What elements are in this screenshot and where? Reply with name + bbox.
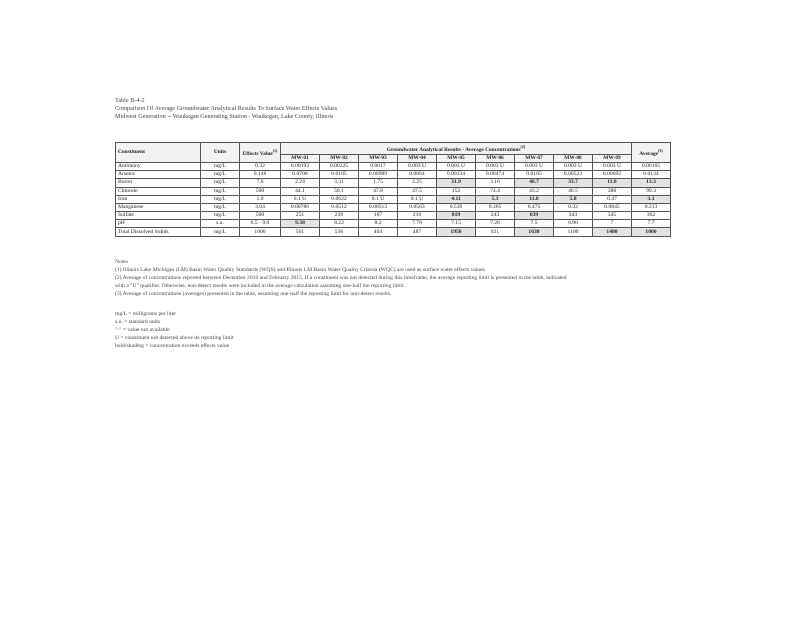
concentration-cell: 388	[593, 187, 632, 195]
concentration-cell: 46.5	[554, 187, 593, 195]
constituent-cell: pH	[116, 220, 201, 228]
constituent-cell: Antimony	[116, 162, 201, 170]
concentration-cell: 1950	[437, 228, 476, 236]
effects-value-cell: 0.32	[240, 162, 281, 170]
concentration-cell: 7.15	[437, 220, 476, 228]
concentration-cell: 343	[554, 212, 593, 220]
effects-header-label: Effects Value	[242, 150, 273, 157]
concentration-cell: 0.32	[554, 203, 593, 211]
units-header-label: Units	[213, 148, 227, 155]
concentration-cell: 0.539	[437, 203, 476, 211]
well-header-mw-08: MW-08	[554, 154, 593, 162]
group-header-label: Groundwater Analytical Results - Average Concentrations	[386, 146, 521, 153]
well-header-mw-05: MW-05	[437, 154, 476, 162]
concentration-cell: 3.16	[476, 179, 515, 187]
concentration-cell: 819	[437, 212, 476, 220]
units-cell: mg/L	[201, 179, 240, 187]
constituent-cell: Chloride	[116, 187, 201, 195]
concentration-cell: 0.00989	[359, 171, 398, 179]
constituent-cell: Total Dissolved Solids	[116, 228, 201, 236]
concentration-cell: 216	[398, 212, 437, 220]
well-header-mw-03: MW-03	[359, 154, 398, 162]
concentration-cell: 152	[437, 187, 476, 195]
concentration-cell: 639	[515, 212, 554, 220]
well-header-mw-01: MW-01	[281, 154, 320, 162]
table-row	[116, 220, 671, 228]
average-cell: 7.7	[632, 220, 671, 228]
abbreviations-legend	[115, 311, 233, 351]
units-cell: mg/L	[201, 203, 240, 211]
average-cell: 3.1	[632, 195, 671, 203]
average-cell: 0.213	[632, 203, 671, 211]
concentration-cell: 536	[320, 228, 359, 236]
average-header-label: Average	[639, 150, 659, 157]
effects-value-cell: 6.5 - 9.0	[240, 220, 281, 228]
results-table	[115, 142, 671, 237]
constituent-cell: Manganese	[116, 203, 201, 211]
concentration-cell: 0.0105	[515, 171, 554, 179]
well-header-mw-02: MW-02	[320, 154, 359, 162]
concentration-cell: 0.0708	[281, 171, 320, 179]
note-line: (2) Average of concentrations reported between December 2010 and February 2015. If a constituent was not detected during this timeframe, the average reporting limit is presented in the table, indicated	[115, 274, 567, 281]
header-row-top	[116, 143, 671, 155]
table-row	[116, 203, 671, 211]
concentration-cell: 7	[593, 220, 632, 228]
concentration-cell: 5.3	[476, 195, 515, 203]
concentration-cell: 0.1 U	[359, 195, 398, 203]
table-row	[116, 162, 671, 170]
concentration-cell: 9.38	[281, 220, 320, 228]
table-title: Comparison Of Average Groundwater Analytical Results To Surface Water Effects Values	[115, 105, 338, 112]
concentration-cell: 0.0845	[593, 203, 632, 211]
concentration-cell: 8.22	[320, 220, 359, 228]
average-cell: 13.3	[632, 179, 671, 187]
note-line: (3) Average of concentrations (averages) presented in the table, assuming one-half the reporting limit for non-detect results.	[115, 290, 392, 297]
constituent-header	[116, 143, 201, 163]
concentration-cell: 0.475	[515, 203, 554, 211]
concentration-cell: 1630	[515, 228, 554, 236]
concentration-cell: 50.1	[320, 187, 359, 195]
concentration-cell: 0.00193	[281, 162, 320, 170]
constituent-cell: Iron	[116, 195, 201, 203]
table-row	[116, 179, 671, 187]
legend-line: s.u. = standard units	[115, 318, 160, 325]
concentration-cell: 0.00786	[281, 203, 320, 211]
units-cell: mg/L	[201, 187, 240, 195]
concentration-cell: 44.1	[281, 187, 320, 195]
concentration-cell: 0.003 U	[593, 162, 632, 170]
concentration-cell: 31.9	[437, 179, 476, 187]
effects-value-cell: 1000	[240, 228, 281, 236]
concentration-cell: 4.11	[437, 195, 476, 203]
effects-value-cell: 500	[240, 212, 281, 220]
constituent-cell: Arsenic	[116, 171, 201, 179]
concentration-cell: 0.47	[593, 195, 632, 203]
effects-value-cell: 0.148	[240, 171, 281, 179]
concentration-cell: 0.365	[476, 203, 515, 211]
concentration-cell: 11.8	[515, 195, 554, 203]
concentration-cell: 8.2	[359, 220, 398, 228]
concentrations-group-header	[281, 143, 632, 155]
table-id: Table B-4-2	[115, 97, 145, 104]
concentration-cell: 2.24	[281, 179, 320, 187]
concentration-cell: 251	[281, 212, 320, 220]
concentration-cell: 7.26	[476, 220, 515, 228]
table-title-block	[115, 97, 337, 121]
table-row	[116, 195, 671, 203]
concentration-cell: 0.00692	[593, 171, 632, 179]
table-row	[116, 228, 671, 236]
concentration-cell: 3.31	[320, 179, 359, 187]
concentration-cell: 243	[476, 212, 515, 220]
note-line: (1) Illinois Lake Michigan (LM) Basin Water Quality Standards (WQS) and Illinois LM Basin Water Quality Criteria (WQC) are used as surface water effects values.	[115, 266, 487, 273]
concentration-cell: 2.25	[398, 179, 437, 187]
concentration-cell: 0.00474	[476, 171, 515, 179]
average-cell: 1000	[632, 228, 671, 236]
concentration-cell: 0.0563	[398, 203, 437, 211]
group-header-footnote: (2)	[520, 144, 526, 149]
concentration-cell: 501	[281, 228, 320, 236]
constituent-cell: Boron	[116, 179, 201, 187]
concentration-cell: 0.0105	[320, 171, 359, 179]
concentration-cell: 11.8	[593, 179, 632, 187]
concentration-cell: 1480	[593, 228, 632, 236]
concentration-cell: 0.1 U	[281, 195, 320, 203]
average-cell: 0.00165	[632, 162, 671, 170]
units-cell: mg/L	[201, 212, 240, 220]
average-header	[632, 143, 671, 163]
well-header-mw-07: MW-07	[515, 154, 554, 162]
legend-line: U = constituent not detected above its reporting limit	[115, 334, 234, 341]
concentration-cell: 0.00513	[359, 203, 398, 211]
well-header-mw-09: MW-09	[593, 154, 632, 162]
concentration-cell: 74.4	[476, 187, 515, 195]
notes-heading: Notes	[115, 259, 129, 265]
concentration-cell: 6.90	[554, 220, 593, 228]
effects-value-cell: 1.0	[240, 195, 281, 203]
concentration-cell: 167	[359, 212, 398, 220]
legend-line: "-" = value not available	[115, 326, 170, 333]
effects-value-cell: 7.6	[240, 179, 281, 187]
concentration-cell: 33.7	[554, 179, 593, 187]
concentration-cell: 7.78	[398, 220, 437, 228]
concentration-cell: 0.003 U	[515, 162, 554, 170]
units-header	[201, 143, 240, 163]
concentration-cell: 0.0017	[359, 162, 398, 170]
concentration-cell: 0.0664	[398, 171, 437, 179]
concentration-cell: 0.003 U	[437, 162, 476, 170]
table-subtitle: Midwest Generation -- Waukegan Generating Station - Waukegan, Lake County, Illinois	[115, 113, 334, 120]
table-row	[116, 171, 671, 179]
well-header-mw-04: MW-04	[398, 154, 437, 162]
concentration-cell: 239	[320, 212, 359, 220]
constituent-cell: Sulfate	[116, 212, 201, 220]
concentration-cell: 0.00523	[554, 171, 593, 179]
concentration-cell: 47.8	[359, 187, 398, 195]
concentration-cell: 921	[476, 228, 515, 236]
units-cell: mg/L	[201, 171, 240, 179]
legend-line: bold/shading = concentration exceeds effects value	[115, 342, 230, 349]
concentration-cell: 5.8	[554, 195, 593, 203]
concentration-cell: 1100	[554, 228, 593, 236]
concentration-cell: 345	[593, 212, 632, 220]
average-header-footnote: (3)	[658, 148, 663, 154]
results-table-body	[116, 162, 671, 236]
concentration-cell: 47.5	[398, 187, 437, 195]
well-header-mw-06: MW-06	[476, 154, 515, 162]
concentration-cell: 0.1 U	[398, 195, 437, 203]
units-cell: mg/L	[201, 162, 240, 170]
units-cell: mg/L	[201, 228, 240, 236]
legend-line: mg/L = milligrams per liter	[115, 311, 177, 317]
units-cell: s.u.	[201, 220, 240, 228]
units-cell: mg/L	[201, 195, 240, 203]
effects-value-header	[240, 143, 281, 163]
effects-header-footnote: (1)	[272, 148, 278, 154]
concentration-cell: 0.003 U	[476, 162, 515, 170]
concentration-cell: 1.75	[359, 179, 398, 187]
concentration-cell: 43.2	[515, 187, 554, 195]
concentration-cell: 7.5	[515, 220, 554, 228]
average-cell: 99.3	[632, 187, 671, 195]
concentration-cell: 40.7	[515, 179, 554, 187]
effects-value-cell: 500	[240, 187, 281, 195]
concentration-cell: 0.003 U	[554, 162, 593, 170]
effects-value-cell: 3.04	[240, 203, 281, 211]
concentration-cell: 0.00334	[437, 171, 476, 179]
table-row	[116, 212, 671, 220]
average-cell: 0.0134	[632, 171, 671, 179]
results-table-wrapper	[115, 142, 671, 237]
table-row	[116, 187, 671, 195]
concentration-cell: 0.003 U	[398, 162, 437, 170]
average-cell: 362	[632, 212, 671, 220]
note-line: with a "U" qualifier. Otherwise, non-detect results were included in the average calculation assuming one-half the reporting limit.	[115, 282, 405, 289]
concentration-cell: 0.0622	[320, 195, 359, 203]
constituent-header-label: Constituent	[118, 148, 145, 155]
notes-section	[115, 259, 695, 299]
concentration-cell: 0.00225	[320, 162, 359, 170]
concentration-cell: 487	[398, 228, 437, 236]
concentration-cell: 404	[359, 228, 398, 236]
concentration-cell: 0.0512	[320, 203, 359, 211]
